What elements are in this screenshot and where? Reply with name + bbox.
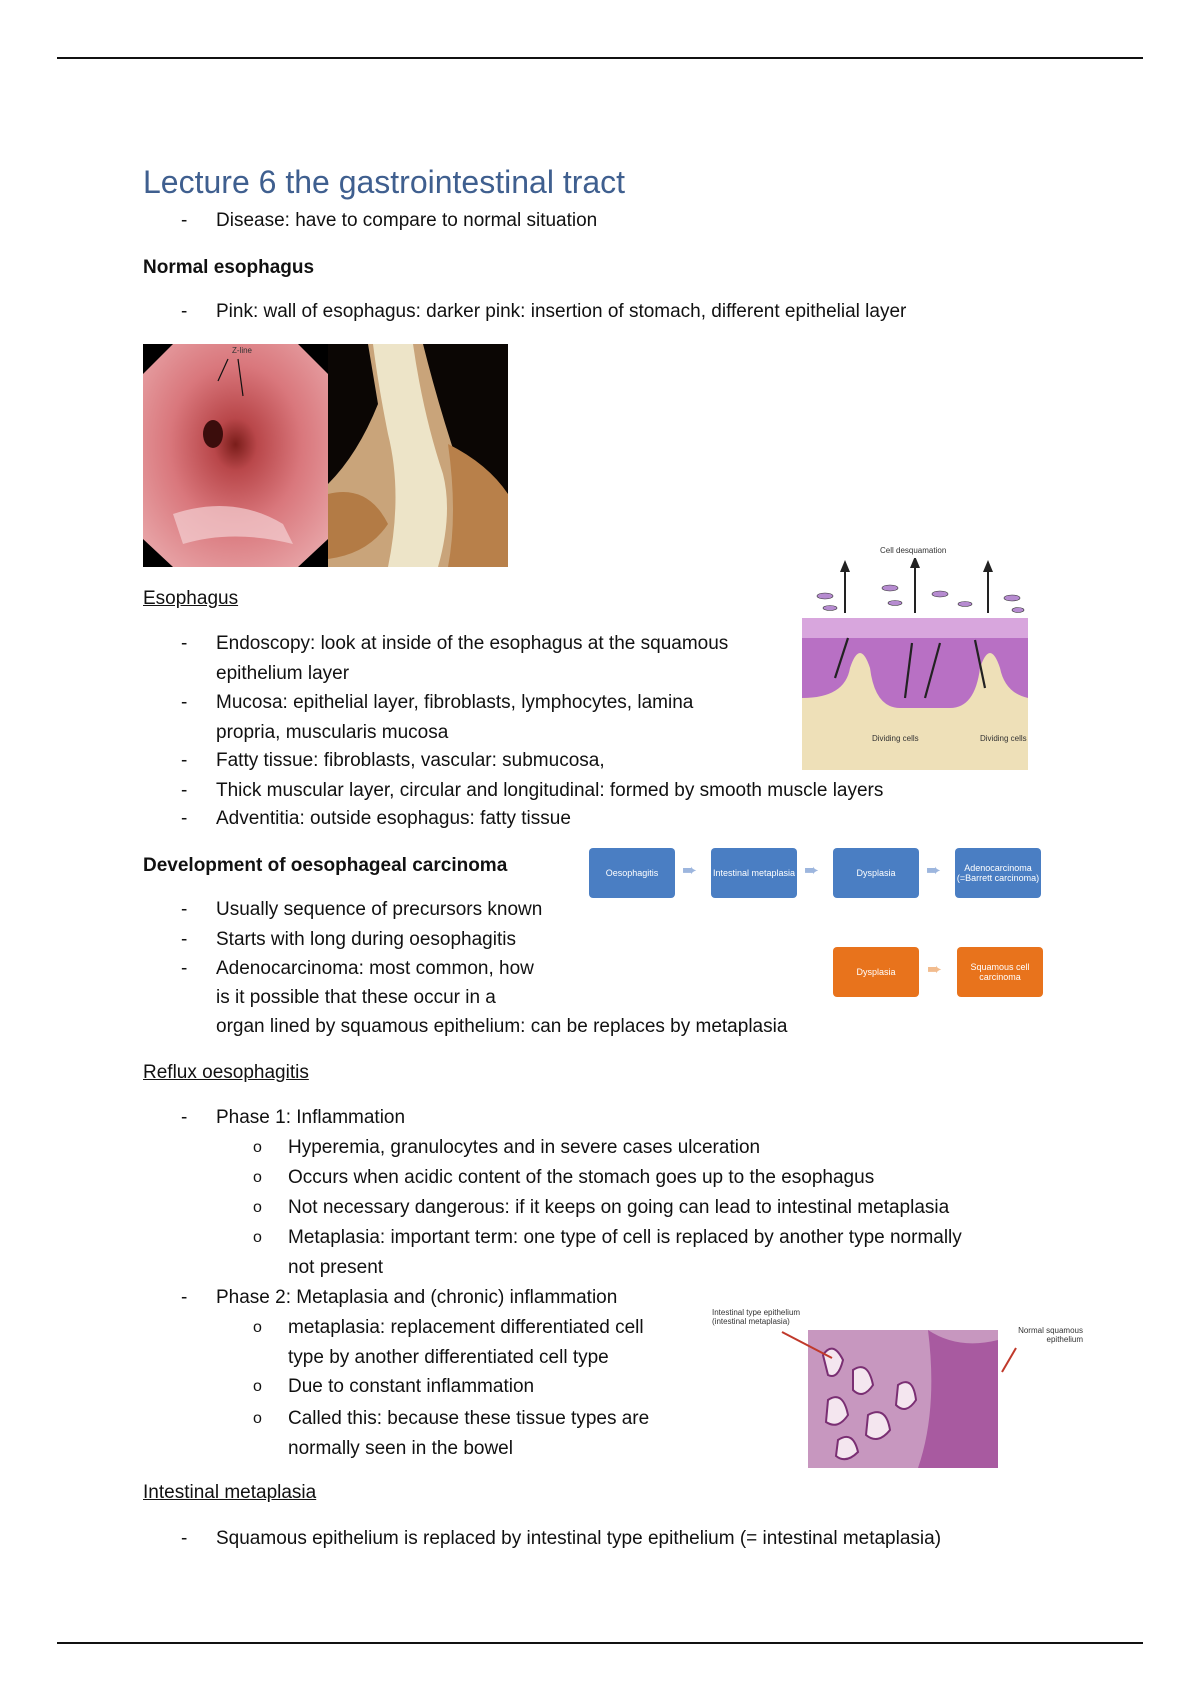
esophagus-item: Thick muscular layer, circular and longitudinal: formed by smooth muscle layers: [216, 780, 884, 801]
endoscopy-photo: [143, 344, 328, 567]
bullet-dash: -: [181, 929, 188, 950]
carcinoma-item: Starts with long during oesophagitis: [216, 929, 516, 950]
cell-desquamation-label: Cell desquamation: [880, 546, 947, 555]
carcinoma-item: Usually sequence of precursors known: [216, 899, 543, 920]
flow-step-oesophagitis: Oesophagitis: [589, 848, 675, 898]
intro-text: Disease: have to compare to normal situation: [216, 210, 598, 231]
phase2-text: Phase 2: Metaplasia and (chronic) inflammation: [216, 1287, 618, 1308]
phase2-item: metaplasia: replacement differentiated cell: [288, 1317, 644, 1338]
phase2-item: Called this: because these tissue types are: [288, 1408, 650, 1429]
dividing-cells-label-left: Dividing cells: [872, 734, 919, 743]
intestinal-metaplasia-point: Squamous epithelium is replaced by intestinal type epithelium (= intestinal metaplasia): [216, 1528, 942, 1549]
bullet-circle: o: [253, 1410, 262, 1427]
flow-step-squamous-cell-carcinoma: Squamous cell carcinoma: [957, 947, 1043, 997]
esophagus-specimen-photo: [328, 344, 508, 567]
carcinoma-item-cont: is it possible that these occur in a: [216, 987, 496, 1008]
top-rule: [57, 57, 1143, 59]
flow-arrow-icon: ➨: [926, 860, 942, 880]
flow-arrow-icon: ➨: [682, 860, 698, 880]
phase1-item-cont: not present: [288, 1257, 384, 1278]
bullet-dash: -: [181, 780, 188, 801]
normal-squamous-label: Normal squamous epithelium: [1018, 1326, 1083, 1344]
phase1-item: Occurs when acidic content of the stomach goes up to the esophagus: [288, 1167, 875, 1188]
bullet-dash: -: [181, 1287, 188, 1308]
phase1-item: Hyperemia, granulocytes and in severe cases ulceration: [288, 1137, 761, 1158]
dividing-cells-label-right: Dividing cells: [980, 734, 1027, 743]
intestinal-epithelium-label: Intestinal type epithelium (intestinal metaplasia): [712, 1308, 801, 1326]
bullet-dash: -: [181, 899, 188, 920]
z-line-label: Z-line: [232, 346, 253, 355]
phase1-text: Phase 1: Inflammation: [216, 1107, 406, 1128]
bullet-dash: -: [181, 1107, 188, 1128]
bullet-circle: o: [253, 1199, 262, 1216]
micrograph-pointer-lines: [780, 1328, 1020, 1378]
esophagus-item: Endoscopy: look at inside of the esophagus at the squamous: [216, 633, 729, 654]
phase2-item-cont: type by another differentiated cell type: [288, 1347, 609, 1368]
normal-esophagus-heading: Normal esophagus: [143, 257, 315, 278]
phase1-item: Not necessary dangerous: if it keeps on going can lead to intestinal metaplasia: [288, 1197, 950, 1218]
carcinoma-item: Adenocarcinoma: most common, how: [216, 958, 534, 979]
flow-step-adenocarcinoma: Adenocarcinoma (=Barrett carcinoma): [955, 848, 1041, 898]
flow-arrow-icon: ➨: [927, 959, 943, 979]
normal-esophagus-point: Pink: wall of esophagus: darker pink: insertion of stomach, different epithelial layer: [216, 301, 907, 322]
bullet-circle: o: [253, 1378, 262, 1395]
bullet-dash: -: [181, 750, 188, 771]
flow-step-dysplasia: Dysplasia: [833, 848, 919, 898]
intestinal-metaplasia-heading: Intestinal metaplasia: [143, 1482, 317, 1503]
bullet-circle: o: [253, 1139, 262, 1156]
reflux-heading: Reflux oesophagitis: [143, 1062, 309, 1083]
esophagus-heading: Esophagus: [143, 588, 239, 609]
flow-arrow-icon: ➨: [804, 860, 820, 880]
bottom-rule: [57, 1642, 1143, 1644]
bullet-dash: -: [181, 1528, 188, 1549]
bullet-dash: -: [181, 692, 188, 713]
flow-step-dysplasia-squamous: Dysplasia: [833, 947, 919, 997]
phase2-item-cont: normally seen in the bowel: [288, 1438, 513, 1459]
esophagus-item-cont: epithelium layer: [216, 663, 350, 684]
esophagus-item-cont: propria, muscularis mucosa: [216, 722, 449, 743]
bullet-dash: -: [181, 301, 188, 322]
bullet-dash: -: [181, 210, 188, 231]
esophagus-item: Mucosa: epithelial layer, fibroblasts, lymphocytes, lamina: [216, 692, 694, 713]
carcinoma-item-cont: organ lined by squamous epithelium: can be replaces by metaplasia: [216, 1016, 788, 1037]
phase1-item: Metaplasia: important term: one type of cell is replaced by another type normally: [288, 1227, 962, 1248]
bullet-circle: o: [253, 1169, 262, 1186]
page-title: Lecture 6 the gastrointestinal tract: [143, 164, 626, 200]
esophagus-item: Fatty tissue: fibroblasts, vascular: submucosa,: [216, 750, 605, 771]
bullet-circle: o: [253, 1229, 262, 1246]
flow-step-intestinal-metaplasia: Intestinal metaplasia: [711, 848, 797, 898]
bullet-dash: -: [181, 633, 188, 654]
bullet-dash: -: [181, 958, 188, 979]
carcinoma-heading: Development of oesophageal carcinoma: [143, 855, 508, 876]
bullet-dash: -: [181, 808, 188, 829]
bullet-circle: o: [253, 1319, 262, 1336]
phase2-item: Due to constant inflammation: [288, 1376, 535, 1397]
esophagus-item: Adventitia: outside esophagus: fatty tissue: [216, 808, 571, 829]
